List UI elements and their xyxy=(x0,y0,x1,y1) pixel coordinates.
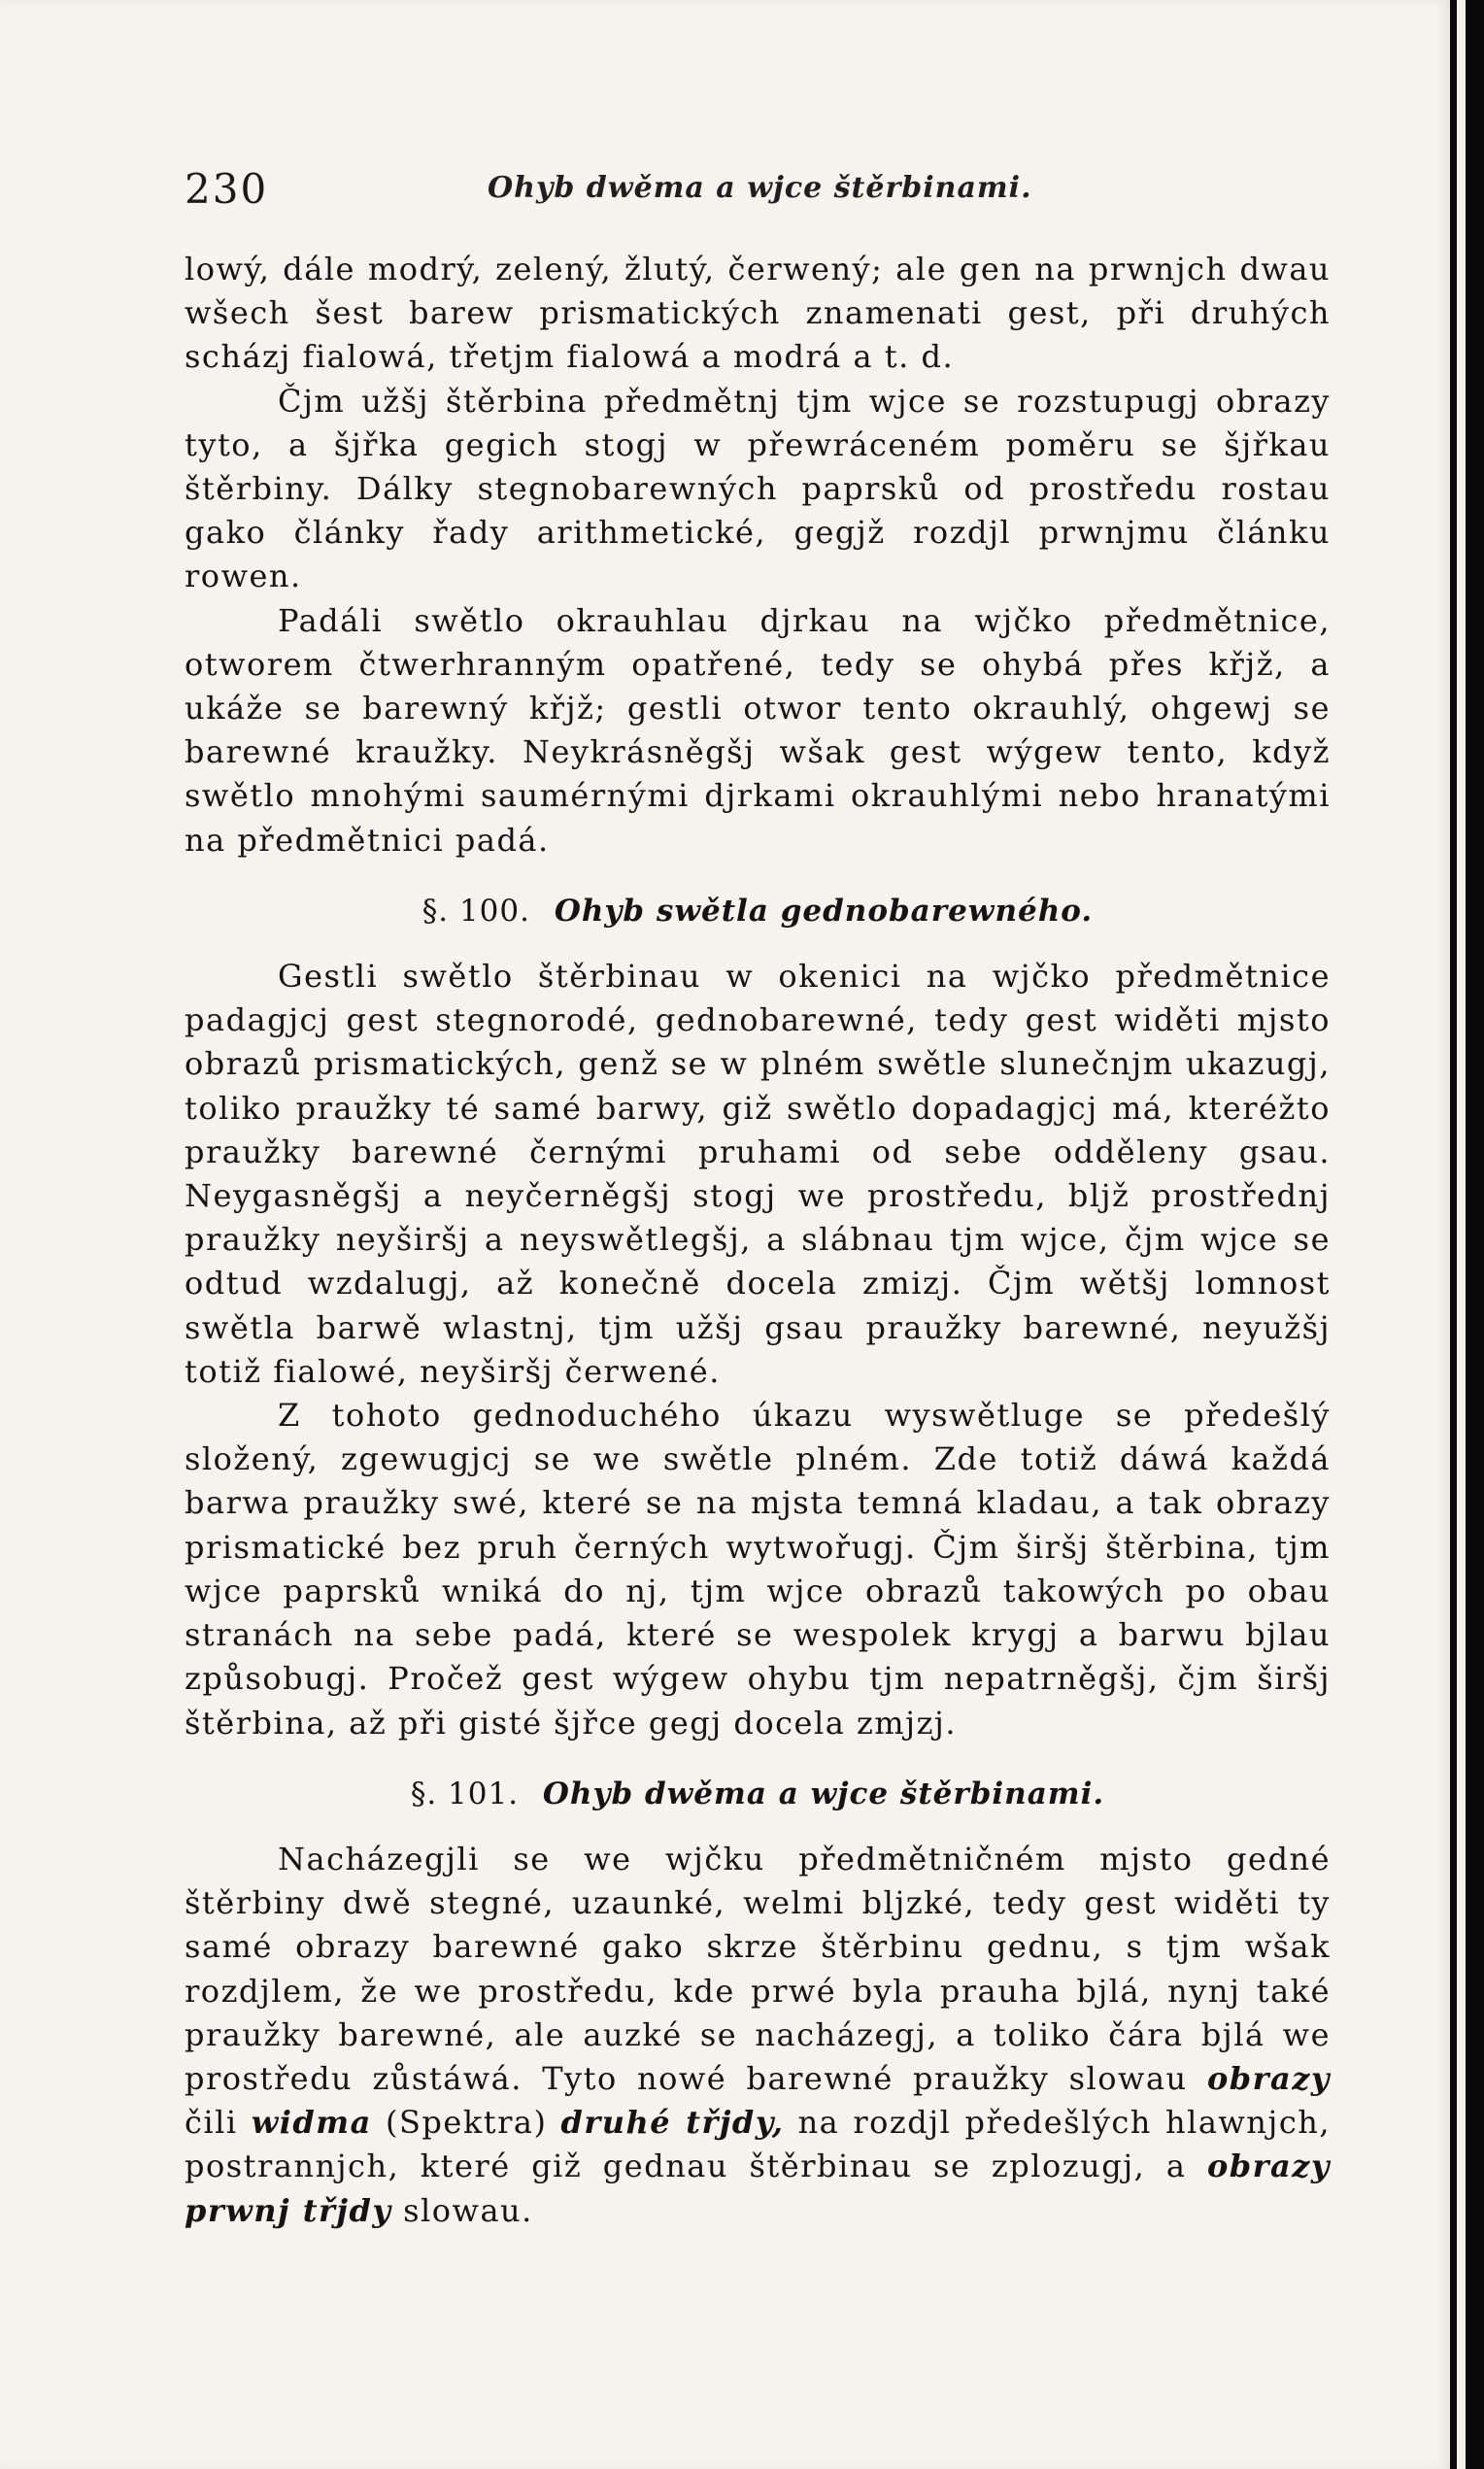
text-run: slowau. xyxy=(403,2191,533,2229)
paragraph-continuation: lowý, dále modrý, zelený, žlutý, čerwený; ale gen na prwnjch dwau wšech šest barew prismatických znamenati gest, při druhých scházj fialowá, třetjm fialowá a modrá a t. d. xyxy=(185,251,1331,376)
emphasis-term: obrazy xyxy=(1206,2059,1332,2097)
paragraph: Z tohoto gednoduchého úkazu wyswětluge se předešlý složený, zgewugjcj se we swětle plném. Zde totiž dáwá každá barwa praužky swé, které se na mjsta temná kladau, a tak obrazy prismatické bez pruh černých wytwořugj. Čjm širšj štěrbina, tjm wjce paprsků wniká do nj, tjm wjce obrazů takowých po obau stranách na sebe padá, které se wespolek krygj a barwu bjlau způsobugj. Pročež gest wýgew ohybu tjm nepatrněgšj, čjm širšj štěrbina, až při gisté šjřce gegj docela zmjzj. xyxy=(185,1397,1331,1742)
text-run: (Spektra) xyxy=(385,2104,548,2142)
section-number: §. 101. xyxy=(410,1776,520,1811)
page-header xyxy=(185,165,1331,223)
text-run: Nacházegjli se we wjčku předmětničném mjsto gedné štěrbiny dwě stegné, uzaunké, welmi bljzké, tedy gest widěti ty samé obrazy barewné gako skrze štěrbinu gednu, s tjm wšak rozdjlem, že we prostředu, kde prwé byla prauha bjlá, nynj také praužky barewné, ale auzké se nacházegj, a toliko čára bjlá we prostředu zůstáwá. Tyto nowé barewné praužky slowau xyxy=(185,1840,1331,2097)
section-heading-101 xyxy=(185,1773,1331,1816)
text-run: na rozdjl předešlých hlawnjch, postrannjch, které giž gednau štěrbinau se zplozugj, a xyxy=(185,2104,1332,2185)
emphasis-term: obrazy prwnj třjdy xyxy=(185,2148,1332,2229)
paragraph: Gestli swětlo štěrbinau w okenici na wjčko předmětnice padagjcj gest stegnorodé, gednobarewné, tedy gest widěti mjsto obrazů prismatických, genž se w plném swětle slunečnjm ukazugj, toliko praužky té samé barwy, giž swětlo dopadagjcj má, kteréžto praužky barewné černými pruhami od sebe odděleny gsau. Neygasněgšj a neyčerněgšj stogj we prostředu, bljž prostřednj praužky neyširšj a neyswětlegšj, a slábnau tjm wjce, čjm wjce se odtud wzdalugj, až konečně docela zmizj. Čjm wětšj lomnost swětla barwě wlastnj, tjm užšj gsau praužky barewné, neyužšj totiž fialowé, neyširšj čerwené. xyxy=(185,958,1331,1390)
paragraph: Čjm užšj štěrbina předmětnj tjm wjce se rozstupugj obrazy tyto, a šjřka gegich stogj w přewráceném poměru se šjřkau štěrbiny. Dálky stegnobarewných paprsků od prostředu rostau gako články řady arithmetické, gegjž rozdjl prwnjmu článku rowen. xyxy=(185,382,1331,595)
section-heading-100 xyxy=(185,890,1331,933)
body-text xyxy=(185,248,1331,2233)
text-run: čili xyxy=(185,2104,238,2142)
emphasis-term: widma xyxy=(251,2104,372,2142)
section-number: §. 100. xyxy=(422,893,530,929)
emphasis-term: druhé třjdy, xyxy=(560,2104,785,2142)
page-number: 230 xyxy=(185,165,269,213)
paragraph: Padáli swětlo okrauhlau djrkau na wjčko předmětnice, otworem čtwerhranným opatřené, tedy se ohybá přes křjž, a ukáže se barewný křjž; gestli otwor tento okrauhlý, ohgewj se barewné kraužky. Neykrásněgšj wšak gest wýgew tento, když swětlo mnohými saumérnými djrkami okrauhlými nebo hranatými na předmětnici padá. xyxy=(185,601,1331,859)
page-edge xyxy=(1457,0,1466,2469)
paragraph xyxy=(185,1838,1331,2233)
section-title: Ohyb dwěma a wjce štěrbinami. xyxy=(542,1776,1105,1811)
section-title: Ohyb swětla gednobarewného. xyxy=(554,893,1094,929)
running-title: Ohyb dwěma a wjce štěrbinami. xyxy=(488,171,1032,205)
